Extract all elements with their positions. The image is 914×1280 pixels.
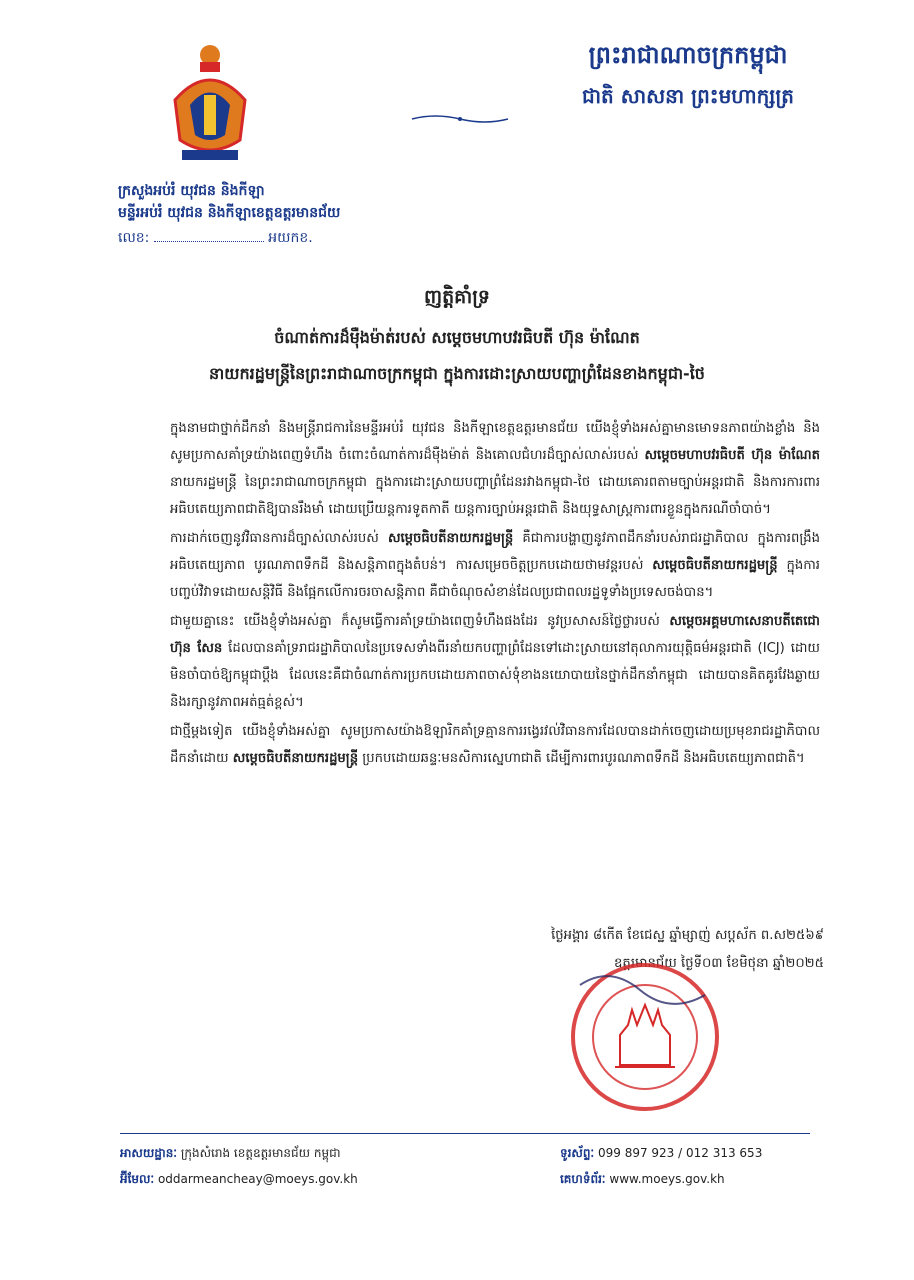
department-name: មន្ទីរអប់រំ យុវជន និងកីឡាខេត្តឧត្តរមានជ័យ	[118, 205, 341, 221]
title-subline-2: នាយករដ្ឋមន្ត្រីនៃព្រះរាជាណាចក្រកម្ពុជា ក្នុងការដោះស្រាយបញ្ហាព្រំដែនខាងកម្ពុជា-ថៃ	[209, 364, 705, 383]
official-seal-stamp	[540, 955, 750, 1115]
paragraph-2: ការដាក់ចេញនូវវិធានការដ៏ច្បាស់លាស់របស់ សម្តេចធិបតីនាយករដ្ឋមន្ត្រី គឺជាការបង្ហាញនូវភាពដឹកនាំរបស់រាជរដ្ឋាភិបាល ក្នុងការពង្រឹងអធិបតេយ្យភាព បូរណភាពទឹកដី និងសន្តិភាពក្នុងតំបន់។ ការសម្រេចចិត្តប្រកបដោយថាមវន្តរបស់ សម្តេចធិបតីនាយករដ្ឋមន្ត្រី ក្នុងការបញ្ចប់វិវាទដោយសន្តិវិធី និងផ្អែកលើការចរចាសន្តិភាព គឺជាចំណុចសំខាន់ដែលប្រជាពលរដ្ឋទូទាំងប្រទេសចង់បាន។	[170, 531, 820, 600]
paragraph-1: ក្នុងនាមជាថ្នាក់ដឹកនាំ និងមន្ត្រីរាជការនៃមន្ទីរអប់រំ យុវជន និងកីឡាខេត្តឧត្តរមានជ័យ យើងខ្ញុំទាំងអស់គ្នាមានមោទនភាពយ៉ាងខ្លាំង និងសូមប្រកាសគាំទ្រយ៉ាងពេញទំហឹង ចំពោះចំណាត់ការដ៏មុឺងម៉ាត់ និងគោលជំហរដ៏ច្បាស់លាស់របស់ សម្តេចមហាបវរធិបតី ហ៊ុន ម៉ាណែត នាយករដ្ឋមន្ត្រី នៃព្រះរាជាណាចក្រកម្ពុជា ក្នុងការដោះស្រាយបញ្ហាព្រំដែនរវាងកម្ពុជា-ថៃ ដោយគោរពតាមច្បាប់អន្តរជាតិ និងការការពារអធិបតេយ្យភាពជាតិឱ្យបានរឹងមាំ ដោយប្រើយន្តការទូតកាតី យន្តការច្បាប់អន្តរជាតិ និងយុទ្ធសាស្ត្រការពារខ្លួនក្នុងករណីចាំបាច់។	[170, 421, 820, 517]
reference-number	[118, 228, 313, 249]
header-ornament	[410, 112, 510, 126]
paragraph-4: ជាថ្មីម្តងទៀត យើងខ្ញុំទាំងអស់គ្នា សូមប្រកាសយ៉ាងឱឡារិកគាំទ្រគ្មានការរង្វេរវល់វិធានការដែលបានដាក់ចេញដោយប្រមុខរាជរដ្ឋាភិបាលដឹកនាំដោយ សម្តេចធិបតីនាយករដ្ឋមន្ត្រី ប្រកបដោយឆន្ទៈមនសិការស្នេហាជាតិ ដើម្បីការពារបូរណភាពទឹកដី និងអធិបតេយ្យភាពជាតិ។	[170, 724, 820, 766]
solar-date: ឧត្តរមានជ័យ ថ្ងៃទី០៣ ខែមិថុនា ឆ្នាំ២០២៥	[614, 956, 824, 971]
ref-blank	[154, 231, 264, 242]
title-main: ញត្តិគាំទ្រ	[424, 286, 490, 308]
footer-address: អាសយដ្ឋានៈ ក្រុងសំរោង ខេត្តឧត្តរមានជ័យ កម្ពុជា	[120, 1146, 341, 1160]
ref-label: លេខ:	[118, 230, 150, 246]
footer-phone: ទូរស័ព្ទៈ 099 897 923 / 012 313 653	[560, 1146, 763, 1160]
footer-right	[560, 1140, 762, 1192]
ministry-emblem-logo	[160, 40, 260, 170]
kingdom-motto-header	[582, 40, 794, 113]
footer-divider	[120, 1133, 810, 1134]
ministry-name: ក្រសួងអប់រំ យុវជន និងកីឡា	[118, 183, 265, 199]
kingdom-name: ព្រះរាជាណាចក្រកម្ពុជា	[588, 40, 788, 69]
nation-religion-king: ជាតិ សាសនា ព្រះមហាក្សត្រ	[582, 84, 794, 108]
footer-website: គេហទំព័រៈ www.moeys.gov.kh	[560, 1172, 725, 1186]
footer-left	[120, 1140, 358, 1192]
petition-title	[0, 285, 914, 387]
footer-email: អ៊ីមែលៈ oddarmeancheay@moeys.gov.kh	[120, 1172, 358, 1186]
title-subline-1: ចំណាត់ការដ៏មុឺងម៉ាត់របស់ សម្តេចមហាបវរធិបតី ហ៊ុន ម៉ាណែត	[274, 328, 640, 347]
petition-body	[170, 415, 820, 774]
lunar-date: ថ្ងៃអង្គារ ៨កើត ខែជេស្ឋ ឆ្នាំម្សាញ់ សប្តស័ក ព.ស២៥៦៩	[551, 928, 824, 943]
ministry-block	[118, 180, 340, 224]
paragraph-3: ជាមួយគ្នានេះ យើងខ្ញុំទាំងអស់គ្នា ក៏សូមធ្វើការគាំទ្រយ៉ាងពេញទំហឹងផងដែរ នូវប្រសាសន៍ថ្លៃថ្លារបស់ សម្តេចអគ្គមហាសេនាបតីតេជោ ហ៊ុន សែន ដែលបានគាំទ្ររាជរដ្ឋាភិបាលនៃប្រទេសទាំងពីរនាំយកបញ្ហាព្រំដែនទៅដោះស្រាយនៅតុលាការយុត្តិធម៌អន្តរជាតិ (ICJ) ដោយមិនចាំបាច់ឱ្យកម្ពុជាប្តឹង ដែលនេះគឺជាចំណាត់ការប្រកបដោយភាពចាស់ទុំខាងនយោបាយនៃថ្នាក់ដឹកនាំកម្ពុជា ដោយបានគិតគូរវែងឆ្ងាយ និងរក្សានូវភាពអត់ធ្មត់ខ្ពស់។	[170, 614, 820, 710]
ref-suffix: អយកខ.	[268, 230, 313, 246]
